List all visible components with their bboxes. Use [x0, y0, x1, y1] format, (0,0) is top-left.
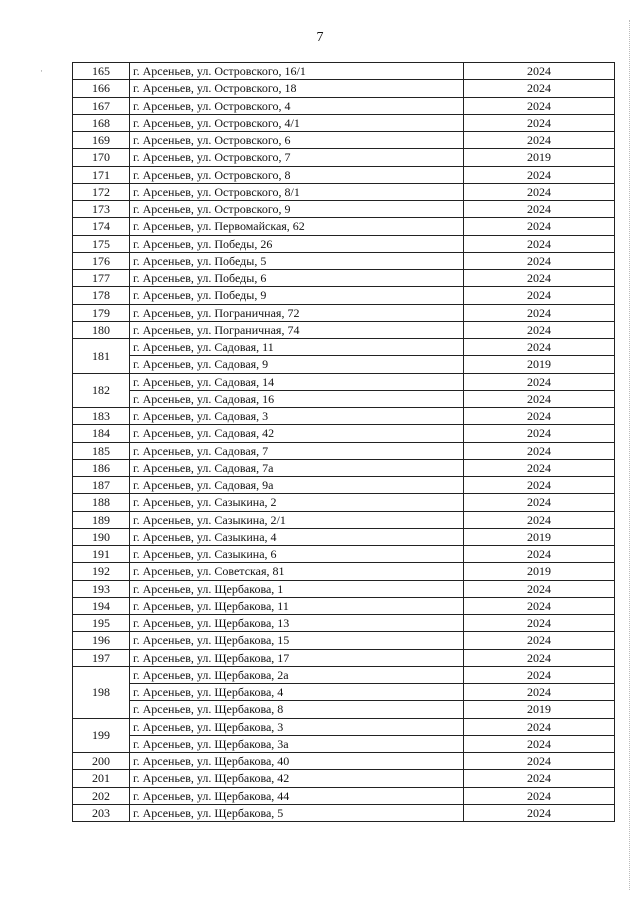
row-number: 180	[73, 321, 130, 338]
year-cell: 2024	[464, 787, 615, 804]
address-cell: г. Арсеньев, ул. Щербакова, 8	[130, 701, 464, 718]
year-cell: 2024	[464, 63, 615, 80]
row-number: 184	[73, 425, 130, 442]
year-cell: 2024	[464, 270, 615, 287]
address-cell: г. Арсеньев, ул. Островского, 18	[130, 80, 464, 97]
address-cell: г. Арсеньев, ул. Щербакова, 1	[130, 580, 464, 597]
year-cell: 2024	[464, 114, 615, 131]
address-cell: г. Арсеньев, ул. Победы, 26	[130, 235, 464, 252]
year-cell: 2019	[464, 563, 615, 580]
row-number: 169	[73, 132, 130, 149]
address-cell: г. Арсеньев, ул. Щербакова, 4	[130, 684, 464, 701]
row-number: 172	[73, 183, 130, 200]
row-number: 191	[73, 546, 130, 563]
table-row	[73, 649, 615, 666]
address-cell: г. Арсеньев, ул. Садовая, 14	[130, 373, 464, 390]
address-cell: г. Арсеньев, ул. Сазыкина, 2	[130, 494, 464, 511]
table-row	[73, 339, 615, 356]
table-row	[73, 183, 615, 200]
year-cell: 2024	[464, 753, 615, 770]
row-number: 190	[73, 528, 130, 545]
table-row	[73, 390, 615, 407]
table-row	[73, 597, 615, 614]
address-cell: г. Арсеньев, ул. Сазыкина, 2/1	[130, 511, 464, 528]
address-cell: г. Арсеньев, ул. Садовая, 3	[130, 408, 464, 425]
table-row	[73, 684, 615, 701]
year-cell: 2024	[464, 132, 615, 149]
address-cell: г. Арсеньев, ул. Садовая, 42	[130, 425, 464, 442]
year-cell: 2024	[464, 390, 615, 407]
row-number: 203	[73, 804, 130, 821]
table-row	[73, 201, 615, 218]
address-cell: г. Арсеньев, ул. Сазыкина, 6	[130, 546, 464, 563]
row-number: 194	[73, 597, 130, 614]
year-cell: 2019	[464, 701, 615, 718]
row-number: 193	[73, 580, 130, 597]
row-number: 195	[73, 615, 130, 632]
table-row	[73, 425, 615, 442]
margin-mark: ·	[40, 66, 43, 76]
row-number: 182	[73, 373, 130, 408]
year-cell: 2024	[464, 597, 615, 614]
address-cell: г. Арсеньев, ул. Победы, 5	[130, 252, 464, 269]
table-row	[73, 97, 615, 114]
year-cell: 2024	[464, 684, 615, 701]
year-cell: 2024	[464, 425, 615, 442]
year-cell: 2024	[464, 735, 615, 752]
year-cell: 2024	[464, 166, 615, 183]
table-row	[73, 287, 615, 304]
row-number: 171	[73, 166, 130, 183]
year-cell: 2024	[464, 580, 615, 597]
year-cell: 2024	[464, 218, 615, 235]
table-row	[73, 80, 615, 97]
address-cell: г. Арсеньев, ул. Щербакова, 17	[130, 649, 464, 666]
row-number: 186	[73, 459, 130, 476]
table-row	[73, 149, 615, 166]
table-row	[73, 442, 615, 459]
row-number: 201	[73, 770, 130, 787]
year-cell: 2024	[464, 339, 615, 356]
table-row	[73, 477, 615, 494]
year-cell: 2019	[464, 149, 615, 166]
address-cell: г. Арсеньев, ул. Щербакова, 40	[130, 753, 464, 770]
table-row	[73, 701, 615, 718]
address-cell: г. Арсеньев, ул. Островского, 7	[130, 149, 464, 166]
address-cell: г. Арсеньев, ул. Щербакова, 5	[130, 804, 464, 821]
year-cell: 2024	[464, 287, 615, 304]
address-cell: г. Арсеньев, ул. Пограничная, 74	[130, 321, 464, 338]
address-cell: г. Арсеньев, ул. Щербакова, 42	[130, 770, 464, 787]
table-row	[73, 459, 615, 476]
address-cell: г. Арсеньев, ул. Островского, 4	[130, 97, 464, 114]
address-cell: г. Арсеньев, ул. Сазыкина, 4	[130, 528, 464, 545]
row-number: 165	[73, 63, 130, 80]
address-cell: г. Арсеньев, ул. Щербакова, 13	[130, 615, 464, 632]
address-cell: г. Арсеньев, ул. Советская, 81	[130, 563, 464, 580]
year-cell: 2024	[464, 804, 615, 821]
row-number: 167	[73, 97, 130, 114]
table-row	[73, 304, 615, 321]
address-cell: г. Арсеньев, ул. Островского, 16/1	[130, 63, 464, 80]
year-cell: 2024	[464, 459, 615, 476]
address-cell: г. Арсеньев, ул. Островского, 4/1	[130, 114, 464, 131]
year-cell: 2024	[464, 494, 615, 511]
year-cell: 2024	[464, 477, 615, 494]
address-cell: г. Арсеньев, ул. Первомайская, 62	[130, 218, 464, 235]
year-cell: 2019	[464, 356, 615, 373]
row-number: 168	[73, 114, 130, 131]
page-number: 7	[316, 30, 324, 45]
year-cell: 2024	[464, 632, 615, 649]
row-number: 173	[73, 201, 130, 218]
table-row	[73, 321, 615, 338]
address-cell: г. Арсеньев, ул. Садовая, 7а	[130, 459, 464, 476]
row-number: 166	[73, 80, 130, 97]
year-cell: 2024	[464, 80, 615, 97]
table-row	[73, 580, 615, 597]
table-row	[73, 632, 615, 649]
address-cell: г. Арсеньев, ул. Щербакова, 3	[130, 718, 464, 735]
year-cell: 2024	[464, 666, 615, 683]
row-number: 196	[73, 632, 130, 649]
address-cell: г. Арсеньев, ул. Островского, 9	[130, 201, 464, 218]
table-row	[73, 373, 615, 390]
year-cell: 2024	[464, 615, 615, 632]
address-cell: г. Арсеньев, ул. Островского, 8/1	[130, 183, 464, 200]
table-row	[73, 356, 615, 373]
address-cell: г. Арсеньев, ул. Щербакова, 15	[130, 632, 464, 649]
table-row	[73, 494, 615, 511]
year-cell: 2024	[464, 511, 615, 528]
year-cell: 2024	[464, 97, 615, 114]
address-cell: г. Арсеньев, ул. Садовая, 7	[130, 442, 464, 459]
table-row	[73, 408, 615, 425]
table-body	[73, 63, 615, 822]
table-row	[73, 787, 615, 804]
table-row	[73, 735, 615, 752]
table-row	[73, 114, 615, 131]
row-number: 200	[73, 753, 130, 770]
row-number: 185	[73, 442, 130, 459]
year-cell: 2024	[464, 718, 615, 735]
address-cell: г. Арсеньев, ул. Победы, 9	[130, 287, 464, 304]
year-cell: 2024	[464, 321, 615, 338]
row-number: 179	[73, 304, 130, 321]
address-cell: г. Арсеньев, ул. Садовая, 11	[130, 339, 464, 356]
address-cell: г. Арсеньев, ул. Щербакова, 44	[130, 787, 464, 804]
table-row	[73, 546, 615, 563]
row-number: 192	[73, 563, 130, 580]
year-cell: 2019	[464, 528, 615, 545]
address-cell: г. Арсеньев, ул. Садовая, 9	[130, 356, 464, 373]
year-cell: 2024	[464, 373, 615, 390]
table-row	[73, 563, 615, 580]
address-cell: г. Арсеньев, ул. Садовая, 16	[130, 390, 464, 407]
row-number: 187	[73, 477, 130, 494]
table-row	[73, 528, 615, 545]
year-cell: 2024	[464, 546, 615, 563]
year-cell: 2024	[464, 408, 615, 425]
table-row	[73, 252, 615, 269]
address-cell: г. Арсеньев, ул. Островского, 8	[130, 166, 464, 183]
table-row	[73, 615, 615, 632]
table-row	[73, 770, 615, 787]
table-row	[73, 132, 615, 149]
row-number: 174	[73, 218, 130, 235]
address-cell: г. Арсеньев, ул. Садовая, 9а	[130, 477, 464, 494]
year-cell: 2024	[464, 304, 615, 321]
row-number: 198	[73, 666, 130, 718]
row-number: 176	[73, 252, 130, 269]
row-number: 170	[73, 149, 130, 166]
table-row	[73, 270, 615, 287]
row-number: 181	[73, 339, 130, 374]
year-cell: 2024	[464, 235, 615, 252]
address-cell: г. Арсеньев, ул. Островского, 6	[130, 132, 464, 149]
table-row	[73, 753, 615, 770]
table-row	[73, 666, 615, 683]
table-row	[73, 235, 615, 252]
address-cell: г. Арсеньев, ул. Щербакова, 3а	[130, 735, 464, 752]
row-number: 178	[73, 287, 130, 304]
year-cell: 2024	[464, 201, 615, 218]
address-cell: г. Арсеньев, ул. Пограничная, 72	[130, 304, 464, 321]
row-number: 175	[73, 235, 130, 252]
year-cell: 2024	[464, 183, 615, 200]
scan-edge	[627, 20, 630, 890]
year-cell: 2024	[464, 649, 615, 666]
table-row	[73, 718, 615, 735]
year-cell: 2024	[464, 442, 615, 459]
row-number: 183	[73, 408, 130, 425]
row-number: 188	[73, 494, 130, 511]
row-number: 177	[73, 270, 130, 287]
table-row	[73, 166, 615, 183]
row-number: 189	[73, 511, 130, 528]
housing-table	[72, 62, 615, 822]
table-row	[73, 804, 615, 821]
row-number: 197	[73, 649, 130, 666]
table-row	[73, 218, 615, 235]
address-cell: г. Арсеньев, ул. Щербакова, 2а	[130, 666, 464, 683]
row-number: 202	[73, 787, 130, 804]
table-row	[73, 511, 615, 528]
year-cell: 2024	[464, 770, 615, 787]
address-cell: г. Арсеньев, ул. Победы, 6	[130, 270, 464, 287]
table-row	[73, 63, 615, 80]
row-number: 199	[73, 718, 130, 753]
year-cell: 2024	[464, 252, 615, 269]
address-cell: г. Арсеньев, ул. Щербакова, 11	[130, 597, 464, 614]
